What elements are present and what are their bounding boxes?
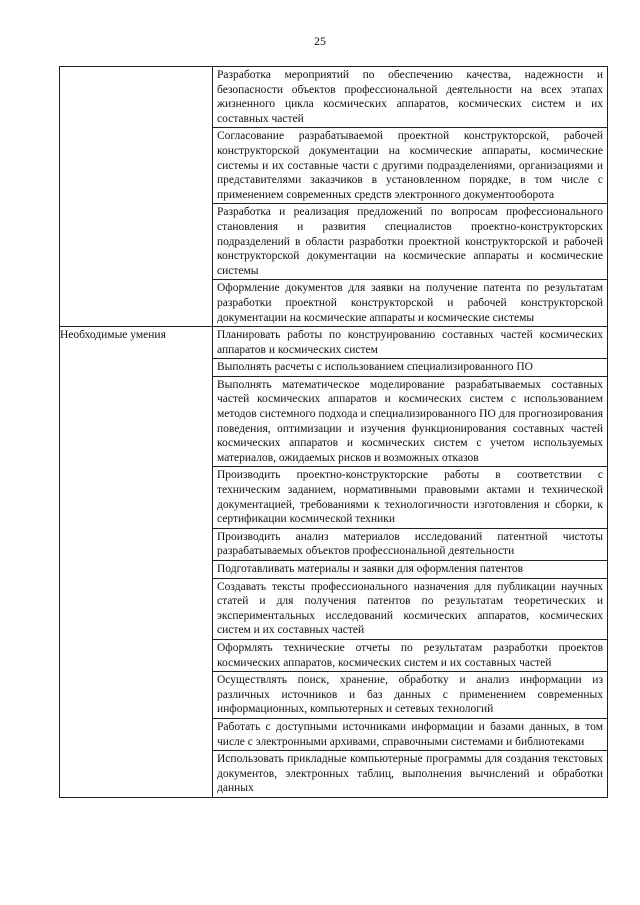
list-item: Планировать работы по конструированию составных частей космических аппаратов и космических систем — [213, 327, 607, 359]
list-item: Осуществлять поиск, хранение, обработку и анализ информации из различных источников и баз данных с применением современных информационных, компьютерных и сетевых технологий — [213, 672, 607, 719]
row-label-cell — [60, 67, 213, 327]
list-item: Создавать тексты профессионального назначения для публикации научных статей и для получения патентов по результатам теоретических и экспериментальных исследований космических аппаратов, космических систем и их составных частей — [213, 579, 607, 640]
row-label — [60, 67, 212, 69]
row-label: Необходимые умения — [60, 329, 166, 342]
page-number: 25 — [314, 34, 326, 48]
list-item: Производить проектно-конструкторские работы в соответствии с техническим заданием, нормативными правовыми актами и технической документацией, требованиями к технологичности изготовления и сборки, к сертификации космической техники — [213, 467, 607, 528]
row-items-cell — [213, 327, 608, 798]
list-item: Оформление документов для заявки на получение патента по результатам разработки проектной конструкторской и рабочей конструкторской документации на космические аппараты и космические системы — [217, 282, 603, 324]
list-item: Выполнять расчеты с использованием специализированного ПО — [213, 359, 607, 377]
list-item: Разработка мероприятий по обеспечению качества, надежности и безопасности объектов профессиональной деятельности на всех этапах жизненного цикла космических аппаратов, космических систем и их составных частей — [213, 67, 607, 128]
list-item: Работать с доступными источниками информации и базами данных, в том числе с электронными архивами, справочными системами и библиотеками — [213, 719, 607, 751]
requirements-table — [59, 66, 608, 798]
table-row — [60, 327, 608, 798]
list-item: Производить анализ материалов исследований патентной чистоты разрабатываемых объектов профессиональной деятельности — [213, 529, 607, 561]
list-item: Подготавливать материалы и заявки для оформления патентов — [213, 561, 607, 579]
list-item: Оформлять технические отчеты по результатам разработки проектов космических аппаратов, космических систем и их составных частей — [213, 640, 607, 672]
list-item: Использовать прикладные компьютерные программы для создания текстовых документов, электронных таблиц, выполнения вычислений и обработки данных — [217, 753, 603, 795]
row-items-cell — [213, 67, 608, 327]
row-label-cell — [60, 327, 213, 798]
list-item: Разработка и реализация предложений по вопросам профессионального становления и развития специалистов проектно-конструкторских подразделений в области разработки проектной конструкторской и рабочей конструкторской документации на космические аппараты и космические системы — [213, 204, 607, 280]
list-item: Выполнять математическое моделирование разрабатываемых составных частей космических аппаратов и космических систем с использованием методов системного подхода и специализированного ПО для прогнозирования поведения, оптимизации и изучения функционирования составных частей космических аппаратов и космических систем с учетом используемых материалов, ожидаемых рисков и возможных отказов — [213, 377, 607, 468]
list-item: Согласование разрабатываемой проектной конструкторской, рабочей конструкторской документации на космические аппараты, космические системы и их составные части с другими подразделениями, организациями и представителями заказчиков в установленном порядке, в том числе с применением современных средств электронного документооборота — [213, 128, 607, 204]
table-row — [60, 67, 608, 327]
